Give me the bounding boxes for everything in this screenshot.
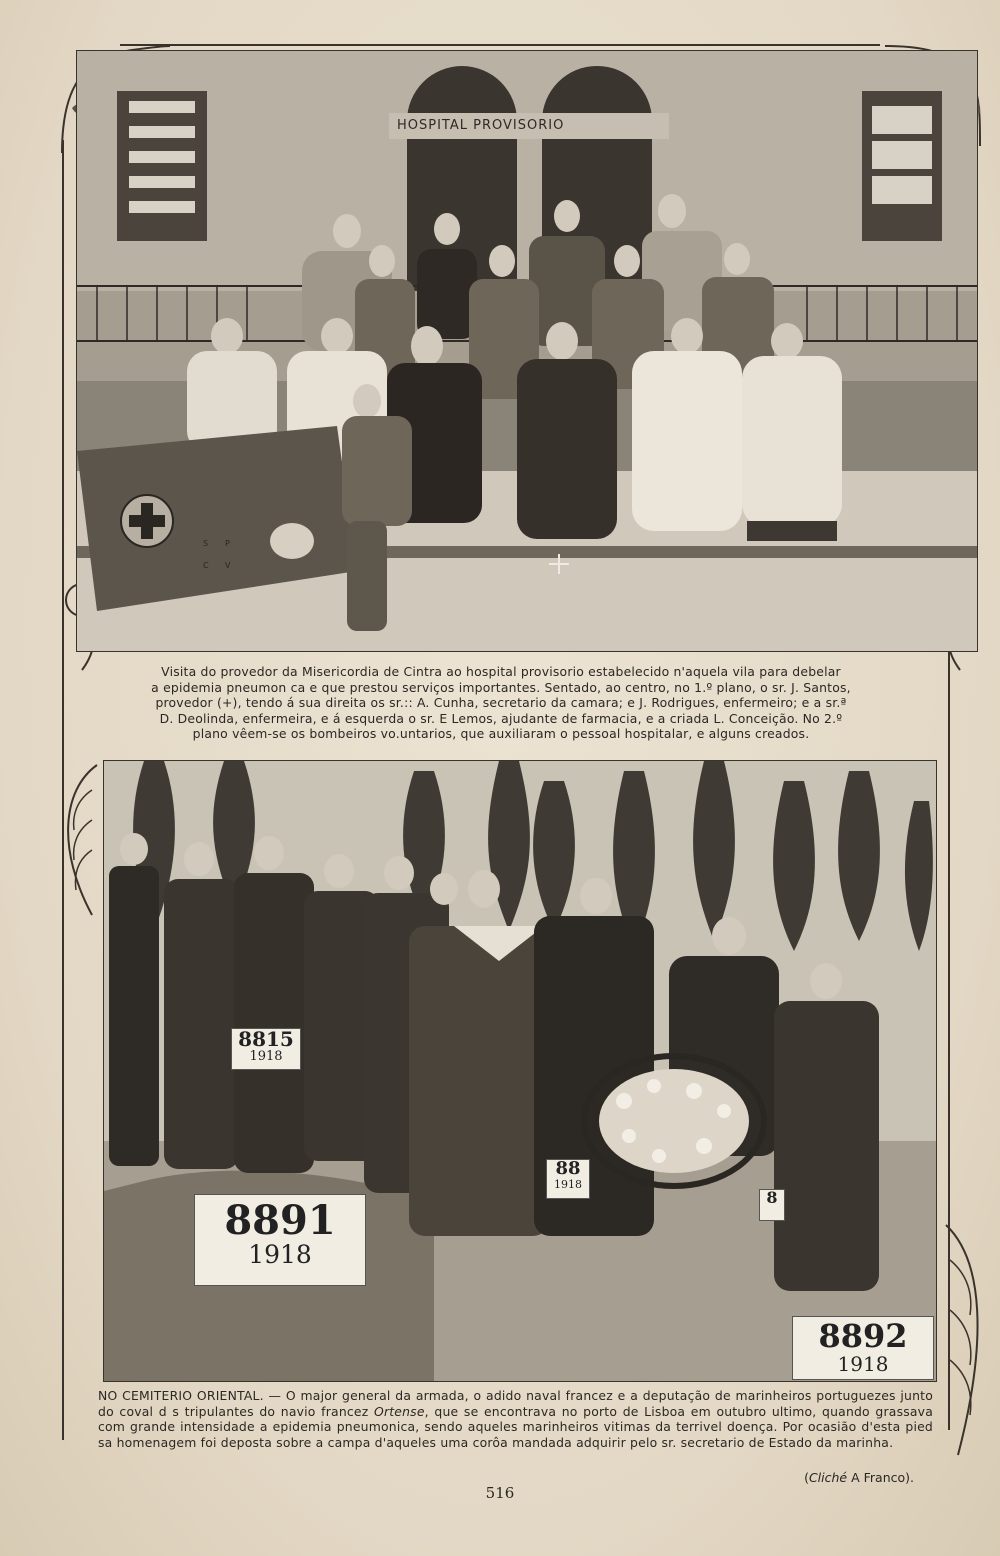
caption-line: provedor (+), tendo á sua direita os sr.:: A. Cunha, secretario da camara; e J. Rodrigues, enfermeiro; e a sr.ª [155,695,847,710]
cemetery-photo-illustration [104,761,936,1381]
plate-number: 8815 [238,1027,294,1051]
flag-letter: S [203,539,209,548]
grave-number-plate [194,1194,366,1286]
frame-border-top [120,44,880,46]
hospital-group-photo [76,50,978,652]
flag-letter: V [225,561,231,570]
caption-line: Visita do provedor da Misericordia de Cintra ao hospital provisorio estabelecido n'aquela vila para debelar [161,664,841,679]
plate-number: 8 [766,1188,778,1207]
grave-number-plate [231,1028,301,1070]
plate-number: 8891 [224,1197,336,1244]
bottom-photo-caption [98,1388,933,1450]
page-number: 516 [485,1484,515,1502]
grave-number-plate [792,1316,934,1380]
grave-number-plate [759,1189,785,1221]
cemetery-photo [103,760,937,1382]
wing-ornament-right [938,1220,993,1460]
credit-rest: A Franco). [847,1470,914,1485]
plate-year: 1918 [554,1177,582,1191]
caption-heading: NO CEMITERIO ORIENTAL. [98,1388,264,1403]
plate-year: 1918 [249,1049,283,1064]
hospital-sign: HOSPITAL PROVISORIO [397,118,565,133]
credit-prefix: ( [804,1470,809,1485]
plate-number: 8892 [818,1317,908,1355]
grave-number-plate [546,1159,590,1199]
plate-year: 1918 [837,1351,889,1376]
wing-ornament-left [52,760,102,920]
ship-name: Ortense [374,1403,425,1419]
photo-credit [804,1470,914,1485]
plate-year: 1918 [248,1240,312,1269]
flag-letter: C [203,561,209,570]
caption-line: plano vêem-se os bombeiros vo.untarios, que auxiliaram o pessoal hospitalar, e alguns creados. [192,726,810,741]
caption-line: a epidemia pneumon ca e que prestou serviços importantes. Sentado, ao centro, no 1.º plano, o sr. J. Santos, [151,679,851,695]
caption-line: D. Deolinda, enfermeira, e á esquerda o sr. E Lemos, ajudante de farmacia, e a criada L. Conceição. No 2.º [159,710,843,726]
caption-text: , que se encontrava no porto de Lisboa em outubro ultimo, quando grassava com grande intensidade a epidemia pneumonica, sendo aqueles marinheiros vitimas da terrivel doença. Por ocasião d'esta pied sa homenagem foi deposta sobre a campa d'aqueles uma corôa mandada adquirir pelo sr. secretario de Estado da marinha. [98,1403,933,1450]
flag-letter: P [225,539,230,548]
top-photo-caption [98,664,904,742]
credit-italic: Cliché [808,1470,848,1485]
caption-text: — O major general da armada, o adido naval francez e a deputação de marinheiros portuguezes junto do coval d s tripulantes do navio francez [98,1388,934,1419]
flag-letters [203,539,245,591]
plate-number: 88 [555,1158,581,1179]
